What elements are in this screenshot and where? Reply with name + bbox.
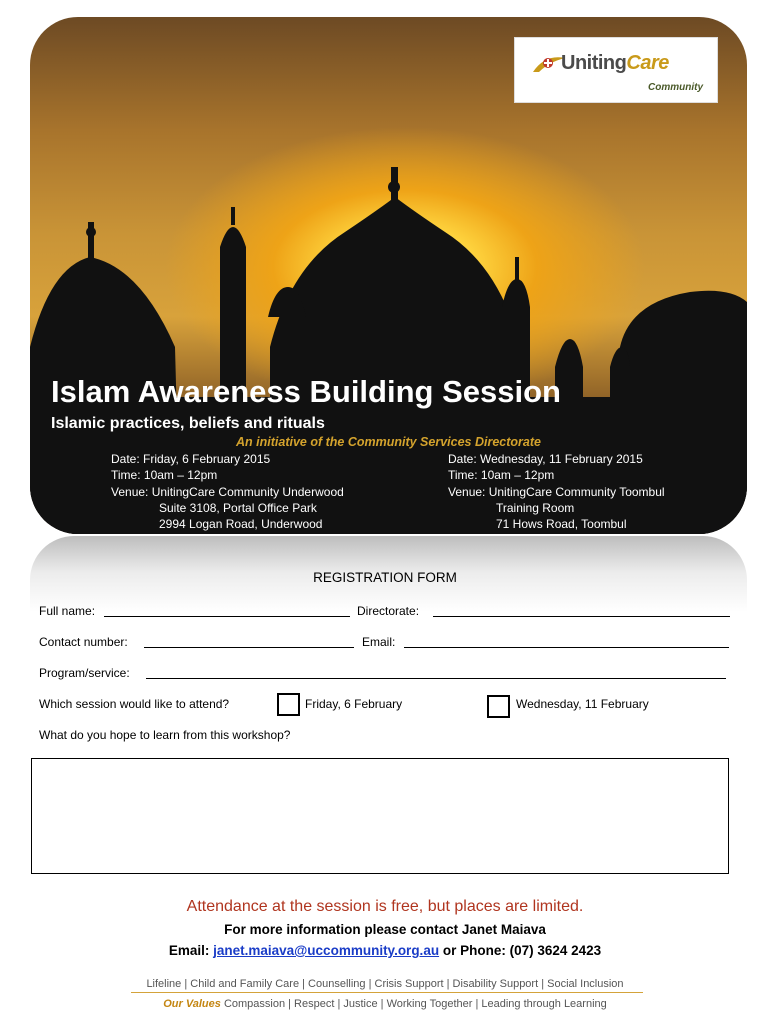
form-title: REGISTRATION FORM [313, 570, 457, 585]
program-service-field[interactable] [146, 678, 726, 679]
session-1-addr2: 2994 Logan Road, Underwood [159, 517, 323, 532]
logo-brand-b: Care [626, 52, 669, 74]
session-2-time: Time: 10am – 12pm [448, 468, 555, 483]
attendance-note: Attendance at the session is free, but places are limited. [186, 898, 584, 915]
friday-checkbox[interactable] [277, 693, 300, 716]
values-line [0, 998, 770, 1010]
session-2-addr2: 71 Hows Road, Toombul [496, 517, 627, 532]
friday-option-label: Friday, 6 February [305, 697, 403, 711]
session-2-venue: Venue: UnitingCare Community Toombul [448, 484, 665, 499]
footer-divider [131, 992, 643, 993]
contact-number-field[interactable] [144, 647, 354, 648]
session-question: Which session would like to attend? [39, 697, 230, 711]
session-2-date: Date: Wednesday, 11 February 2015 [448, 452, 643, 466]
program-service-label: Program/service: [39, 666, 130, 680]
email-prefix: Email: [168, 943, 210, 958]
page-subtitle: Islamic practices, beliefs and rituals [51, 415, 325, 432]
wednesday-option-label: Wednesday, 11 February [516, 697, 649, 711]
session-1-addr1: Suite 3108, Portal Office Park [159, 500, 317, 515]
directorate-label: Directorate: [357, 604, 420, 618]
values-list: Compassion | Respect | Justice | Working Together | Leading through Learning [223, 998, 607, 1010]
session-2-details [448, 451, 665, 532]
session-1-date: Date: Friday, 6 February 2015 [111, 452, 271, 466]
page-title: Islam Awareness Building Session [51, 374, 561, 409]
email-field[interactable] [404, 647, 729, 648]
learn-question: What do you hope to learn from this workshop? [39, 728, 291, 742]
full-name-field[interactable] [104, 616, 350, 617]
directorate-field[interactable] [433, 616, 730, 617]
contact-number-label: Contact number: [39, 635, 128, 649]
session-1-details [111, 451, 344, 532]
initiative-text: An initiative of the Community Services Directorate [236, 435, 541, 449]
logo-name [561, 52, 669, 75]
phone-text: or Phone: (07) 3624 2423 [442, 943, 602, 958]
contact-details [0, 943, 770, 958]
hero-banner [30, 17, 747, 534]
full-name-label: Full name: [39, 604, 96, 618]
logo-sub: Community [648, 82, 703, 93]
logo-brand-a: Uniting [561, 52, 627, 74]
session-1-venue: Venue: UnitingCare Community Underwood [111, 484, 344, 499]
email-label: Email: [362, 635, 396, 649]
session-1-time: Time: 10am – 12pm [111, 468, 218, 483]
services-list: Lifeline | Child and Family Care | Counselling | Crisis Support | Disability Support | Social Inclusion [146, 978, 624, 990]
uniting-care-logo [514, 37, 718, 103]
learn-answer-textarea[interactable] [31, 758, 729, 874]
contact-email-link[interactable]: janet.maiava@uccommunity.org.au [213, 943, 440, 958]
session-2-addr1: Training Room [496, 500, 575, 515]
values-label: Our Values [163, 998, 221, 1010]
contact-line: For more information please contact Janet Maiava [224, 922, 546, 937]
wednesday-checkbox[interactable] [487, 695, 510, 718]
